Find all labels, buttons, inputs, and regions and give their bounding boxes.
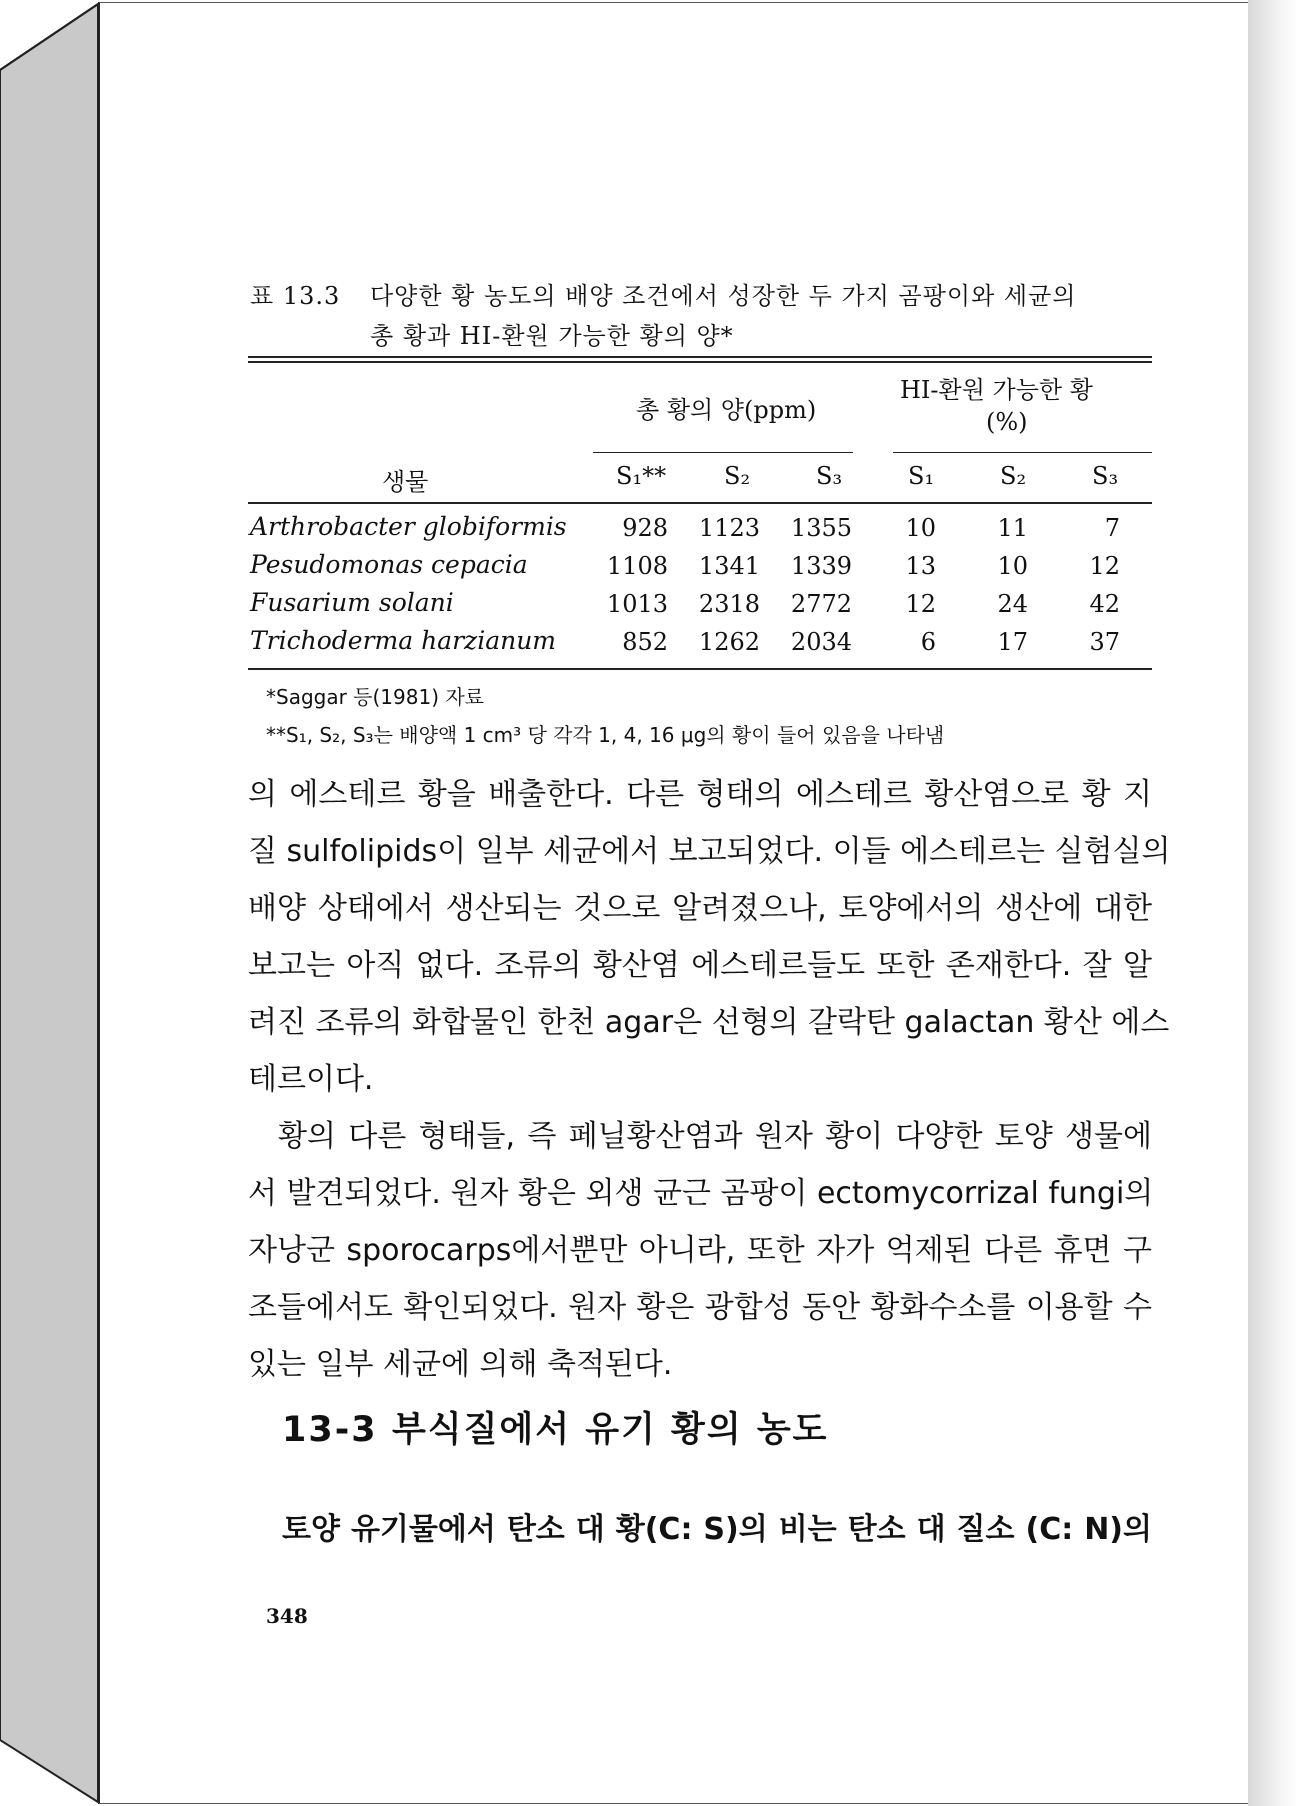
text-line: 서 발견되었다. 원자 황은 외생 균근 곰팡이 ectomycorrizal fungi의 [248,1176,1154,1211]
organism-name: Trichoderma harzianum [250,626,557,655]
hi-s1: 6 [920,628,936,656]
table-top-rule-2 [248,361,1152,363]
text-line: 배양 상태에서 생산되는 것으로 알려졌으나, 토양에서의 생산에 대한 [248,891,1152,926]
table-caption [250,276,1160,356]
section-heading [282,1402,828,1452]
total-s3: 1355 [790,514,852,542]
page-edge-shadow [1248,0,1298,1806]
header-s1: S₁** [616,462,667,490]
total-s2: 1341 [698,552,760,580]
hi-s3: 7 [1104,514,1120,542]
header-hi-s1: S₁ [908,462,935,490]
text-line: 질 sulfolipids이 일부 세균에서 보고되었다. 이들 에스테르는 실험실의 [248,834,1171,869]
hi-s3: 12 [1089,552,1120,580]
header-total-sulfur: 총 황의 양(ppm) [636,396,817,424]
text-line: 자낭군 sporocarps에서뿐만 아니라, 또한 자가 억제된 다른 휴면 구 [248,1233,1152,1268]
table-top-rule [248,356,1152,358]
hi-s2: 24 [997,590,1028,618]
text-line: 테르이다. [248,1062,374,1097]
table-bottom-rule [248,668,1152,670]
organism-name: Fusarium solani [250,588,454,617]
section-first-line: 토양 유기물에서 탄소 대 황(C: S)의 비는 탄소 대 질소 (C: N)의 [282,1512,1152,1547]
page-number: 348 [266,1604,308,1628]
text-line: 보고는 아직 없다. 조류의 황산염 에스테르들도 또한 존재한다. 잘 알 [248,948,1152,983]
total-s1: 852 [622,628,668,656]
text-line: 조들에서도 확인되었다. 원자 황은 광합성 동안 황화수소를 이용할 수 [248,1290,1152,1325]
caption-line-1: 다양한 황 농도의 배양 조건에서 성장한 두 가지 곰팡이와 세균의 [370,282,1077,310]
total-s2: 1123 [698,514,760,542]
table-number: 표 13.3 [250,282,341,310]
hi-s2: 10 [997,552,1028,580]
footnote-2: **S₁, S₂, S₃는 배양액 1 cm³ 당 각각 1, 4, 16 μg의 황이 들어 있음을 나타냄 [266,723,945,747]
organism-name: Arthrobacter globiformis [250,512,567,541]
total-s2: 1262 [698,628,760,656]
paragraph-1 [248,766,1171,1108]
footnote-1: *Saggar 등(1981) 자료 [266,685,484,709]
body-text [248,766,1171,1393]
header-bottom-rule [248,502,1152,504]
hi-s2: 11 [997,514,1028,542]
table-footnotes [266,678,944,754]
group1-underline [593,452,853,453]
total-s2: 2318 [698,590,760,618]
text-line: 의 에스테르 황을 배출한다. 다른 형태의 에스테르 황산염으로 황 지 [248,777,1152,812]
paragraph-2 [248,1108,1152,1393]
header-hi-s3: S₃ [1092,462,1119,490]
header-organism: 생물 [382,468,429,496]
hi-s2: 17 [997,628,1028,656]
total-s1: 1013 [606,590,668,618]
hi-s3: 42 [1089,590,1120,618]
header-hi-s2: S₂ [1000,462,1027,490]
total-s3: 2034 [790,628,852,656]
total-s3: 2772 [790,590,852,618]
text-line: 려진 조류의 화합물인 한천 agar은 선형의 갈락탄 galactan 황산 에스 [248,1005,1170,1040]
hi-s1: 13 [905,552,936,580]
hi-s3: 37 [1089,628,1120,656]
hi-s1: 10 [905,514,936,542]
group2-underline [893,452,1152,453]
total-s1: 928 [622,514,668,542]
header-hi-reducible-2: (%) [986,408,1028,436]
section-title: 부식질에서 유기 황의 농도 [392,1410,829,1450]
header-s2: S₂ [724,462,751,490]
total-s1: 1108 [606,552,668,580]
section-number: 13-3 [282,1410,378,1450]
hi-s1: 12 [905,590,936,618]
organism-name: Pesudomonas cepacia [250,550,528,579]
text-line: 황의 다른 형태들, 즉 페닐황산염과 원자 황이 다양한 토양 생물에 [278,1119,1152,1154]
text-line: 있는 일부 세균에 의해 축적된다. [248,1347,673,1382]
caption-line-2: 총 황과 HI-환원 가능한 황의 양* [370,322,734,350]
header-s3: S₃ [816,462,843,490]
total-s3: 1339 [790,552,852,580]
header-hi-reducible-1: HI-환원 가능한 황 [900,376,1093,404]
book-spine [0,0,100,1806]
